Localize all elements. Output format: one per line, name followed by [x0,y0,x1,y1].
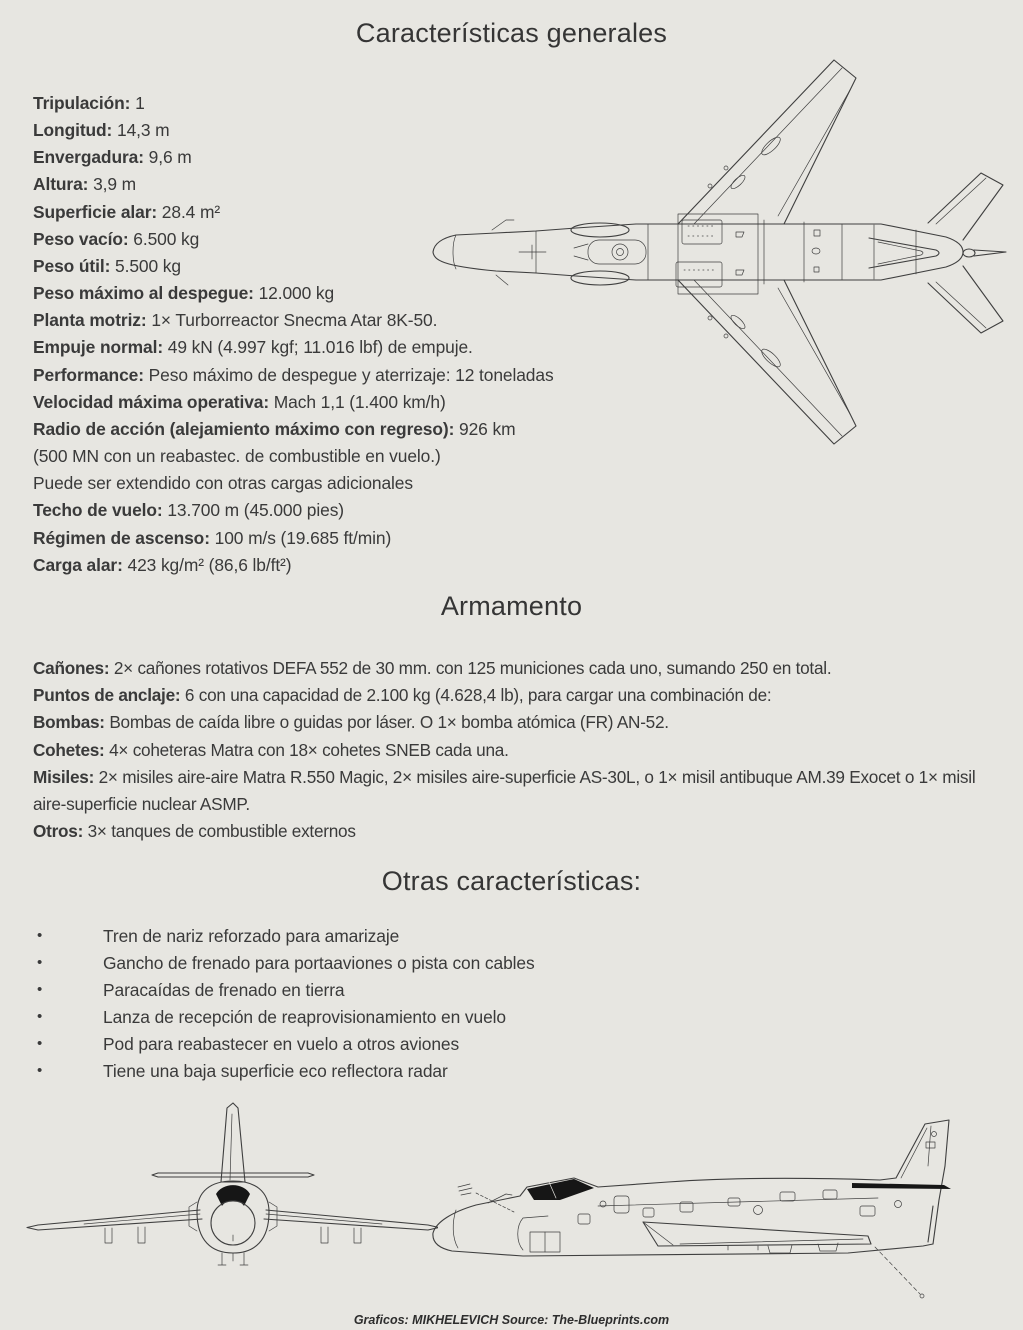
spec-label: Techo de vuelo: [33,500,163,521]
armament-list [33,655,999,845]
spec-value: 100 m/s (19.685 ft/min) [214,527,392,548]
spec-label: Peso útil: [33,255,111,276]
section-title-general: Características generales [355,18,668,48]
spec-label: Performance: [33,364,144,385]
list-item [33,1031,535,1058]
armament-value: 2× misiles aire-aire Matra R.550 Magic, 2× misiles aire-superficie AS-30L, o 1× misil antibuque AM.39 Exocet o 1× misil aire-superficie nuclear ASMP. [33,766,976,815]
spec-row [33,470,554,497]
armament-label: Otros: [33,821,84,842]
spec-row [33,525,554,552]
armament-value: 3× tanques de combustible externos [87,821,356,842]
section-title-other: Otras características: [381,866,642,896]
section-title-armament: Armamento [440,591,583,621]
spec-value: 13.700 m (45.000 pies) [167,500,344,521]
list-item [33,950,535,977]
armament-item [33,709,999,736]
bullet-icon: • [37,1061,43,1079]
aircraft-top-view [426,48,1018,466]
armament-label: Bombas: [33,712,105,733]
list-item [33,977,535,1004]
spec-value: 49 kN (4.997 kgf; 11.016 lbf) de empuje. [167,337,473,358]
spec-value: 6.500 kg [133,228,200,249]
armament-item [33,764,999,818]
armament-value: 2× cañones rotativos DEFA 552 de 30 mm. con 125 municiones cada uno, sumando 250 en total. [113,658,832,678]
spec-label: Carga alar: [33,554,123,575]
aircraft-front-view-figure [14,1094,438,1278]
spec-label: Longitud: [33,120,113,141]
spec-value: Puede ser extendido con otras cargas adicionales [33,473,413,494]
list-item [33,1058,535,1085]
aircraft-top-view-figure [426,48,1018,466]
armament-label: Cañones: [33,658,110,678]
bullet-icon: • [37,1034,43,1052]
aircraft-front-view [14,1094,438,1278]
bullet-icon: • [37,927,43,944]
spec-label: Peso vacío: [33,228,129,249]
armament-value: Bombas de caída libre o guidas por láser. O 1× bomba atómica (FR) AN-52. [109,712,669,733]
spec-label: Velocidad máxima operativa: [33,391,270,412]
list-item-text: Tiene una baja superficie eco reflectora radar [103,1060,448,1081]
armament-value: 6 con una capacidad de 2.100 kg (4.628,4 lb), para cargar una combinación de: [184,685,772,706]
spec-row [33,497,554,524]
list-item [33,1004,535,1031]
spec-value: 28.4 m² [161,201,221,222]
spec-label: Radio de acción (alejamiento máximo con regreso): [33,418,455,439]
armament-label: Cohetes: [33,739,105,760]
spec-value: 1× Turborreactor Snecma Atar 8K-50. [151,310,438,331]
aircraft-side-view-figure [428,1086,1022,1318]
list-item [33,923,535,950]
spec-value: 5.500 kg [115,255,181,276]
spec-value: 12.000 kg [258,283,335,304]
spec-value: 3,9 m [93,174,137,195]
spec-value: 926 km [459,418,516,439]
spec-label: Altura: [33,174,89,195]
spec-label: Tripulación: [33,93,131,113]
spec-label: Superficie alar: [33,201,158,222]
armament-label: Misiles: [33,766,95,787]
spec-value: 423 kg/m² (86,6 lb/ft²) [127,554,292,575]
aircraft-side-view [428,1086,1022,1318]
spec-label: Planta motriz: [33,310,147,331]
spec-value: 1 [135,93,145,113]
list-item-text: Pod para reabastecer en vuelo a otros aviones [103,1033,460,1054]
bullet-icon: • [37,980,43,998]
spec-value: (500 MN con un reabastec. de combustible en vuelo.) [33,446,441,467]
list-item-text: Lanza de recepción de reaprovisionamiento en vuelo [103,1006,506,1027]
armament-item [33,682,999,709]
spec-row [33,552,554,579]
armament-label: Puntos de anclaje: [33,685,181,706]
armament-value: 4× coheteras Matra con 18× cohetes SNEB cada una. [109,739,509,760]
list-item-text: Paracaídas de frenado en tierra [103,979,345,1000]
spec-label: Empuje normal: [33,337,164,358]
armament-item [33,655,999,682]
spec-value: 14,3 m [117,120,170,141]
spec-value: Mach 1,1 (1.400 km/h) [273,391,446,412]
armament-item [33,818,999,845]
armament-item [33,737,999,764]
spec-label: Peso máximo al despegue: [33,283,254,304]
bullet-icon: • [37,953,43,971]
credit-line: Graficos: MIKHELEVICH Source: The-Blueprints.com [353,1313,670,1327]
spec-value: Peso máximo de despegue y aterrizaje: 12 toneladas [148,364,554,385]
spec-value: 9,6 m [148,147,192,168]
list-item-text: Gancho de frenado para portaaviones o pista con cables [103,952,535,973]
spec-label: Envergadura: [33,147,144,168]
other-characteristics-list [33,923,535,1084]
list-item-text: Tren de nariz reforzado para amarizaje [103,926,400,946]
spec-label: Régimen de ascenso: [33,527,210,548]
bullet-icon: • [37,1007,43,1025]
